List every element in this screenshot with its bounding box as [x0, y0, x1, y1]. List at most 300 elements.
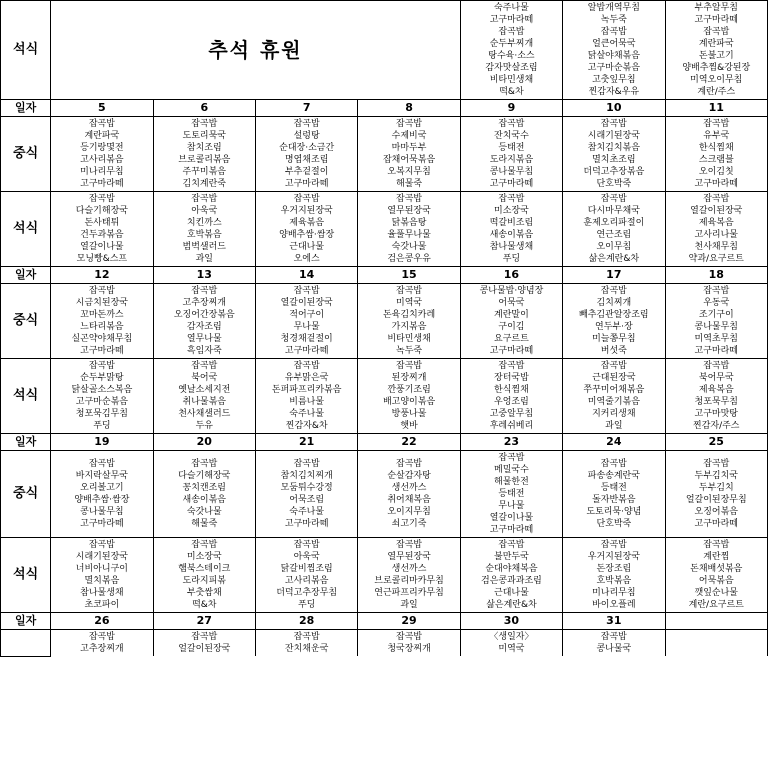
menu-item: 우거지된장국: [587, 552, 640, 562]
menu-item: 생선까스: [391, 483, 427, 493]
menu-item: 다시마무채국: [587, 206, 640, 216]
menu-item: 오리볼고기: [80, 483, 124, 493]
menu-cell: [563, 359, 665, 434]
menu-cell: [153, 538, 255, 613]
menu-item: 파송송계란국: [587, 471, 640, 481]
menu-item: 무나물: [293, 322, 320, 332]
menu-item: 율풀무나물: [387, 230, 431, 240]
menu-item: 숙갓나물: [391, 242, 427, 252]
menu-item: 구이김: [498, 322, 525, 332]
menu-item: 된장찌개: [391, 373, 427, 383]
menu-item: 치킨까스: [186, 218, 222, 228]
date-cell: 26: [51, 613, 153, 630]
menu-cell: [665, 630, 767, 657]
menu-item: 두유: [195, 421, 213, 431]
menu-item: 녹두죽: [600, 15, 627, 25]
menu-item: 제육복음: [698, 385, 734, 395]
menu-item: 돈장조림: [596, 564, 632, 574]
row-label-date: 일자: [1, 267, 51, 284]
menu-item: 고구마라떼: [489, 15, 534, 25]
menu-item: 닭볶음탕: [391, 218, 427, 228]
menu-item: 찐감자&우유: [588, 87, 640, 97]
menu-cell: [255, 359, 357, 434]
menu-cell: [51, 117, 153, 192]
date-cell: 24: [563, 434, 665, 451]
menu-item: 제육볶음: [289, 218, 325, 228]
menu-cell: [563, 451, 665, 538]
menu-item: 잡곡밥: [396, 459, 423, 469]
menu-item: 잡곡밥: [293, 286, 320, 296]
menu-item: 후레쉬베리: [489, 421, 534, 431]
menu-item: 고추장찌개: [182, 298, 227, 308]
menu-item: 지커리생채: [592, 409, 636, 419]
menu-item: 미역오이무침: [690, 75, 743, 85]
menu-item: 유부국: [703, 131, 730, 141]
menu-item: 순두부맑탕: [80, 373, 124, 383]
menu-item: 부추겉절이: [284, 167, 329, 177]
menu-item: 잡곡밥: [498, 540, 525, 550]
menu-item: 알밥개역무침: [587, 3, 640, 13]
menu-item: 오이김칫: [698, 167, 734, 177]
menu-item: 잡곡밥: [88, 119, 115, 129]
menu-item: 계란찜: [703, 552, 730, 562]
menu-item: 생선까스: [391, 564, 427, 574]
menu-item: 멸치초조림: [592, 155, 636, 165]
menu-item: 얼갈이된장무침: [685, 495, 747, 505]
menu-item: 과일: [400, 600, 418, 610]
menu-item: 브로콜리볶음: [178, 155, 231, 165]
menu-item: 감자맛살조림: [485, 63, 538, 73]
menu-item: 잡곡밥: [191, 361, 218, 371]
date-cell: 20: [153, 434, 255, 451]
menu-item: 쇠고기죽: [391, 519, 427, 529]
menu-item: 고구마라떼: [694, 15, 738, 25]
menu-cell: [51, 630, 153, 657]
menu-cell: [255, 630, 357, 657]
menu-item: 떡&차: [192, 600, 217, 610]
menu-item: 잡곡밥: [703, 286, 730, 296]
menu-item: 미늘쫑무침: [592, 334, 636, 344]
menu-item: 잡곡밥: [191, 194, 218, 204]
menu-item: 고구마라떼: [489, 346, 534, 356]
menu-item: 닭살골소스복음: [71, 385, 133, 395]
menu-item: 콩나물무침: [489, 167, 534, 177]
menu-item: 오이무침: [596, 242, 632, 252]
menu-item: 고구마순볶음: [587, 63, 640, 73]
menu-item: 잡곡밥: [293, 194, 320, 204]
menu-item: 우동국: [703, 298, 730, 308]
menu-item: 한식찜채: [494, 385, 529, 395]
menu-item: 탕수육·소스: [488, 51, 535, 61]
menu-item: 쭈꾸미어채볶음: [583, 385, 645, 395]
menu-item: 멸치볶음: [84, 576, 120, 586]
menu-item: 얼갈이된장국: [178, 644, 231, 654]
menu-item: 고구마라떼: [284, 179, 329, 189]
menu-cell: [255, 192, 357, 267]
menu-cell: [665, 451, 767, 538]
menu-item: 잡곡밥: [396, 632, 423, 642]
menu-item: 녹두죽: [396, 346, 423, 356]
menu-cell: [358, 538, 460, 613]
menu-item: 참치조림: [186, 143, 222, 153]
menu-item: 불만두국: [494, 552, 529, 562]
date-cell: 22: [358, 434, 460, 451]
menu-item: 우엉조림: [494, 397, 529, 407]
menu-item: 열무된장국: [387, 206, 431, 216]
menu-item: 메밀국수: [494, 465, 529, 475]
menu-item: 참나물생채: [80, 588, 124, 598]
menu-item: 떡&차: [499, 87, 524, 97]
row-label-lunch: 중식: [1, 284, 51, 359]
date-cell: [665, 613, 767, 630]
menu-item: 한식찜채: [698, 143, 734, 153]
menu-item: 등태전: [498, 143, 525, 153]
menu-item: 꽁치캔조림: [182, 483, 227, 493]
menu-item: 바지락살무국: [75, 471, 128, 481]
menu-cell: [563, 630, 665, 657]
menu-item: 잡곡밥: [703, 361, 730, 371]
menu-item: 미역초무침: [694, 334, 738, 344]
menu-item: 오이지무침: [387, 507, 431, 517]
menu-item: 비타민생채: [489, 75, 534, 85]
menu-item: 고중알무침: [489, 409, 534, 419]
menu-item: 단호박죽: [596, 519, 632, 529]
menu-item: 열무된장국: [387, 552, 431, 562]
menu-item: 순두부찌개: [489, 39, 534, 49]
menu-item: 모둠튀수강정: [280, 483, 333, 493]
menu-item: 잡곡밥: [396, 194, 423, 204]
menu-item: 순대야채복음: [485, 564, 538, 574]
menu-item: 두부김치: [698, 483, 734, 493]
menu-item: 잡곡밥: [191, 540, 218, 550]
menu-item: 부추알무침: [694, 3, 738, 13]
menu-item: 미나리무침: [592, 588, 636, 598]
menu-item: 호박볶음: [596, 576, 632, 586]
menu-item: 잡곡밥: [703, 194, 730, 204]
menu-item: 고구마맛탕: [694, 409, 738, 419]
menu-item: 새송이볶음: [182, 495, 227, 505]
menu-item: 잡곡밥: [88, 286, 115, 296]
menu-item: 설렁탕: [293, 131, 320, 141]
menu-item: 고사리나물: [694, 230, 738, 240]
date-cell: 10: [563, 100, 665, 117]
menu-item: 취어채복음: [387, 495, 431, 505]
menu-item: 계란파국: [698, 39, 734, 49]
date-cell: 7: [255, 100, 357, 117]
row-label-dinner: 석식: [1, 538, 51, 613]
date-cell: 23: [460, 434, 562, 451]
menu-item: 오징어간장볶음: [173, 310, 235, 320]
menu-item: 콩나물무침: [80, 507, 124, 517]
menu-item: 열갈이나물: [80, 242, 124, 252]
menu-item: 적어구이: [289, 310, 325, 320]
menu-item: 배고양이볶음: [382, 397, 436, 407]
menu-item: 고구마라떼: [694, 179, 738, 189]
menu-item: 잡곡밥: [88, 540, 115, 550]
menu-item: 잡곡밥: [703, 459, 730, 469]
menu-item: 〈생일자〉: [489, 632, 534, 642]
menu-item: 잔치국수: [494, 131, 529, 141]
menu-item: 양배추쌈·쌈장: [279, 230, 335, 240]
menu-cell: [563, 117, 665, 192]
menu-item: 잡곡밥: [600, 119, 627, 129]
menu-item: 느타리볶음: [80, 322, 124, 332]
menu-item: 새송이볶음: [489, 230, 534, 240]
menu-item: 잡곡밥: [191, 119, 218, 129]
menu-cell: [665, 117, 767, 192]
menu-item: 잡곡밥: [191, 632, 218, 642]
menu-item: 고구마순볶음: [75, 397, 128, 407]
menu-item: 북어무국: [698, 373, 734, 383]
menu-cell: [153, 117, 255, 192]
menu-item: 푸딩: [297, 600, 316, 610]
menu-item: 장터국밥: [494, 373, 529, 383]
menu-item: 양배추찜&강된장: [682, 63, 751, 73]
menu-item: 햇바: [400, 421, 418, 431]
menu-item: 북어국: [191, 373, 218, 383]
menu-item: 잡곡밥: [191, 459, 218, 469]
date-cell: 21: [255, 434, 357, 451]
menu-item: 청국장찌개: [387, 644, 431, 654]
menu-item: 마마두부: [391, 143, 427, 153]
menu-item: 미소장국: [494, 206, 529, 216]
menu-item: 과일: [605, 421, 623, 431]
menu-item: 삶은계란&차: [486, 600, 537, 610]
menu-item: 모닝빵&스프: [76, 254, 128, 264]
menu-item: 옛날소세지전: [178, 385, 231, 395]
menu-item: 콩나물국: [596, 644, 632, 654]
menu-cell: [51, 451, 153, 538]
menu-item: 고구마라떼: [694, 519, 738, 529]
menu-item: 열무나물: [186, 334, 222, 344]
row-label-date: 일자: [1, 613, 51, 630]
menu-item: 등태전: [600, 483, 627, 493]
menu-cell: [665, 284, 767, 359]
date-cell: 14: [255, 267, 357, 284]
menu-item: 잡곡밥: [88, 361, 115, 371]
date-cell: 5: [51, 100, 153, 117]
date-cell: 11: [665, 100, 767, 117]
menu-item: 고구마라떼: [80, 519, 124, 529]
menu-item: 천사채샐러드: [178, 409, 231, 419]
menu-cell: [358, 192, 460, 267]
menu-item: 잡곡밥: [293, 632, 320, 642]
menu-item: 잡곡밥: [396, 286, 423, 296]
menu-item: 잡곡밥: [498, 119, 525, 129]
menu-item: 푸딩: [502, 254, 521, 264]
menu-item: 고추장찌개: [80, 644, 124, 654]
menu-item: 잡곡밥: [191, 286, 218, 296]
menu-item: 다슬기해장국: [178, 471, 231, 481]
menu-cell: [460, 451, 562, 538]
menu-item: 건두과볶음: [80, 230, 124, 240]
menu-item: 두부김치국: [694, 471, 738, 481]
date-cell: 17: [563, 267, 665, 284]
menu-cell: [255, 451, 357, 538]
menu-cell: [153, 359, 255, 434]
menu-item: 잡곡밥: [498, 27, 525, 37]
menu-item: 잡곡밥: [498, 361, 525, 371]
menu-item: 명엽채조림: [284, 155, 329, 165]
menu-item: 수제비국: [391, 131, 427, 141]
menu-cell: [358, 630, 460, 657]
menu-item: 과일: [195, 254, 213, 264]
menu-cell: [563, 538, 665, 613]
menu-item: 요구르트: [494, 334, 529, 344]
row-label-dinner: [1, 630, 51, 657]
menu-cell: [153, 284, 255, 359]
menu-item: 김치계란죽: [182, 179, 227, 189]
menu-item: 얼큰어묵국: [592, 39, 636, 49]
menu-item: 너비아니구이: [75, 564, 128, 574]
menu-item: 유부맑은국: [284, 373, 329, 383]
menu-item: 시래기된장국: [587, 131, 640, 141]
menu-item: 양배추쌈·쌈장: [74, 495, 130, 505]
menu-cell: [460, 538, 562, 613]
menu-cell: [153, 192, 255, 267]
menu-item: 흑임자죽: [186, 346, 222, 356]
row-label-dinner: 석식: [1, 359, 51, 434]
row-label-lunch: 중식: [1, 451, 51, 538]
menu-item: 청경채겉절이: [280, 334, 333, 344]
menu-item: 스크램블: [698, 155, 734, 165]
row-label-date: 일자: [1, 100, 51, 117]
date-cell: 12: [51, 267, 153, 284]
menu-item: 부춧쌈채: [186, 588, 222, 598]
menu-item: 취나물볶음: [182, 397, 227, 407]
menu-item: 숙주나물: [289, 507, 325, 517]
menu-cell: [665, 1, 767, 100]
menu-item: 연근조림: [596, 230, 632, 240]
menu-item: 청포묵무침: [694, 397, 738, 407]
menu-item: 근대된장국: [592, 373, 636, 383]
date-cell: 29: [358, 613, 460, 630]
menu-item: 돈육김치카레: [382, 310, 436, 320]
date-cell: 9: [460, 100, 562, 117]
menu-item: 햄북스테이크: [178, 564, 231, 574]
menu-item: 잡곡밥: [600, 459, 627, 469]
menu-item: 잡곡밥: [88, 459, 115, 469]
menu-cell: [51, 192, 153, 267]
menu-item: 고사리볶음: [284, 576, 329, 586]
menu-item: 등기랑몇전: [80, 143, 124, 153]
menu-item: 시래기된장국: [75, 552, 128, 562]
menu-item: 잡곡밥: [498, 194, 525, 204]
menu-item: 고구마라떼: [80, 346, 124, 356]
date-cell: 6: [153, 100, 255, 117]
menu-item: 고구마라떼: [489, 525, 534, 535]
date-cell: 28: [255, 613, 357, 630]
menu-item: 잡곡밥: [703, 540, 730, 550]
menu-item: 버섯죽: [600, 346, 627, 356]
menu-item: 우거지된장국: [280, 206, 333, 216]
menu-item: 고구마라떼: [284, 519, 329, 529]
menu-item: 해물한전: [494, 477, 529, 487]
menu-item: 잡곡밥: [600, 27, 627, 37]
menu-item: 빼추김관알장조림: [579, 310, 649, 320]
date-cell: 25: [665, 434, 767, 451]
row-label-dinner: 석식: [1, 192, 51, 267]
menu-item: 고구마라떼: [80, 179, 124, 189]
menu-item: 어묵볶음: [698, 576, 734, 586]
date-cell: 19: [51, 434, 153, 451]
menu-item: 고구마라떼: [694, 346, 738, 356]
menu-item: 깐풍기조림: [387, 385, 431, 395]
menu-cell: [460, 117, 562, 192]
row-label-dinner: 석식: [1, 1, 51, 100]
menu-item: 고구마라떼: [284, 346, 329, 356]
menu-item: 잡곡밥: [396, 540, 423, 550]
menu-item: 숙갓나물: [186, 507, 222, 517]
menu-item: 연근파프리카무침: [374, 588, 444, 598]
menu-item: 미나리무침: [80, 167, 124, 177]
date-cell: 31: [563, 613, 665, 630]
menu-item: 고구마라떼: [489, 179, 534, 189]
menu-item: 감자조림: [186, 322, 222, 332]
menu-item: 잡곡밥: [396, 119, 423, 129]
menu-cell: [358, 117, 460, 192]
menu-item: 가지볶음: [391, 322, 427, 332]
menu-item: 약과/요구르트: [688, 254, 744, 264]
menu-item: 잡곡밥: [396, 361, 423, 371]
menu-item: 제육복음: [698, 218, 734, 228]
menu-item: 잡곡밥: [293, 361, 320, 371]
menu-item: 콩나물밥·양념장: [479, 286, 544, 296]
menu-cell: [460, 192, 562, 267]
date-cell: 13: [153, 267, 255, 284]
menu-item: 순살감자탕: [387, 471, 431, 481]
menu-item: 주꾸미볶음: [182, 167, 227, 177]
menu-item: 푸딩: [93, 421, 111, 431]
menu-item: 도라지볶음: [489, 155, 534, 165]
menu-item: 잡곡밥: [88, 194, 115, 204]
menu-item: 청포묵김무침: [75, 409, 128, 419]
menu-cell: [460, 1, 562, 100]
menu-cell: [665, 192, 767, 267]
date-cell: 27: [153, 613, 255, 630]
menu-cell: [51, 284, 153, 359]
menu-item: 돈퍼파프리카볶음: [271, 385, 342, 395]
menu-item: 찐감자/주스: [693, 421, 740, 431]
menu-item: 어묵국: [498, 298, 525, 308]
menu-cell: [255, 538, 357, 613]
menu-item: 잡곡밥: [703, 119, 730, 129]
menu-item: 비타민생채: [387, 334, 431, 344]
menu-item: 도토리묵국: [182, 131, 227, 141]
menu-item: 잡곡밥: [88, 632, 115, 642]
menu-item: 근대나물: [289, 242, 325, 252]
menu-item: 잡곡밥: [600, 286, 627, 296]
menu-item: 잡곡밥: [600, 361, 627, 371]
menu-item: 호박볶음: [186, 230, 222, 240]
menu-item: 콩나물무침: [694, 322, 738, 332]
date-cell: 15: [358, 267, 460, 284]
menu-cell: [358, 359, 460, 434]
menu-item: 아욱국: [191, 206, 218, 216]
menu-item: 계란/주스: [697, 87, 736, 97]
menu-item: 열갈이된장국: [690, 206, 743, 216]
menu-cell: [255, 284, 357, 359]
menu-item: 등태전: [498, 489, 525, 499]
menu-cell: [665, 359, 767, 434]
menu-item: 연두부·장: [595, 322, 633, 332]
menu-item: 돈채배섯볶음: [690, 564, 743, 574]
menu-item: 다슬기해장국: [75, 206, 128, 216]
menu-item: 더덕고추장무침: [276, 588, 338, 598]
menu-item: 잡곡밥: [498, 453, 525, 463]
menu-item: 어묵조림: [289, 495, 325, 505]
menu-item: 고춧잎무침: [592, 75, 636, 85]
